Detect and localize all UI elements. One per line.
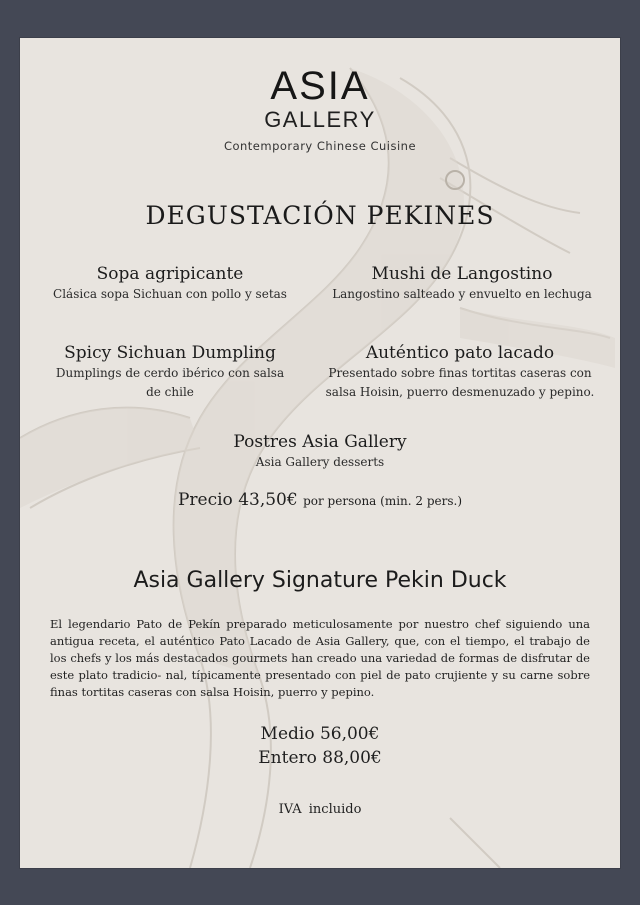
price-note: por persona (min. 2 pers.) bbox=[303, 494, 463, 508]
half-duck-price: Medio 56,00€ bbox=[260, 724, 380, 744]
dish-sopa-agripicante bbox=[45, 263, 295, 304]
dish-spicy-sichuan-dumpling bbox=[55, 342, 285, 402]
tasting-menu-title: DEGUSTACIÓN PEKINES bbox=[145, 201, 495, 230]
brand-subtitle: GALLERY bbox=[264, 107, 376, 132]
dish-name: Postres Asia Gallery bbox=[233, 432, 407, 452]
dish-description: Langostino salteado y envuelto en lechuga bbox=[332, 287, 592, 301]
dish-name: Spicy Sichuan Dumpling bbox=[64, 343, 276, 363]
dish-description: Presentado sobre finas tortitas caseras con salsa Hoisin, puerro desmenuzado y pepino. bbox=[325, 366, 595, 399]
dish-description: Clásica sopa Sichuan con pollo y setas bbox=[53, 287, 287, 301]
dish-name: Auténtico pato lacado bbox=[365, 343, 555, 363]
signature-dish-title: Asia Gallery Signature Pekin Duck bbox=[133, 568, 507, 593]
dish-mushi-de-langostino bbox=[322, 263, 602, 304]
menu-page bbox=[20, 38, 620, 868]
brand-tagline: Contemporary Chinese Cuisine bbox=[223, 139, 417, 153]
tax-included-note: IVA incluido bbox=[278, 802, 362, 817]
dish-description: Asia Gallery desserts bbox=[255, 455, 385, 469]
dish-autentico-pato-lacado bbox=[320, 342, 600, 402]
dish-name: Mushi de Langostino bbox=[371, 264, 553, 284]
brand-title: ASIA bbox=[270, 64, 370, 108]
dish-name: Sopa agripicante bbox=[96, 264, 244, 284]
tasting-menu-price bbox=[20, 490, 620, 510]
dish-postres-asia-gallery bbox=[170, 431, 470, 472]
price-value: Precio 43,50€ bbox=[177, 490, 298, 510]
whole-duck-price: Entero 88,00€ bbox=[258, 748, 382, 768]
signature-dish-description: El legendario Pato de Pekín preparado meticulosamente por nuestro chef siguiendo una antigua receta, el auténtico Pato Lacado de Asia Gallery, que, con el tiempo, el trabajo de los chefs y los más destacados gourmets han creado una variedad de formas de disfrutar de este plato tradicio- nal, típicamente presentado con piel de pato crujiente y su carne sobre finas tortitas caseras con salsa Hoisin, puerro y pepino. bbox=[50, 617, 590, 699]
dish-description: Dumplings de cerdo ibérico con salsa de chile bbox=[55, 366, 285, 399]
